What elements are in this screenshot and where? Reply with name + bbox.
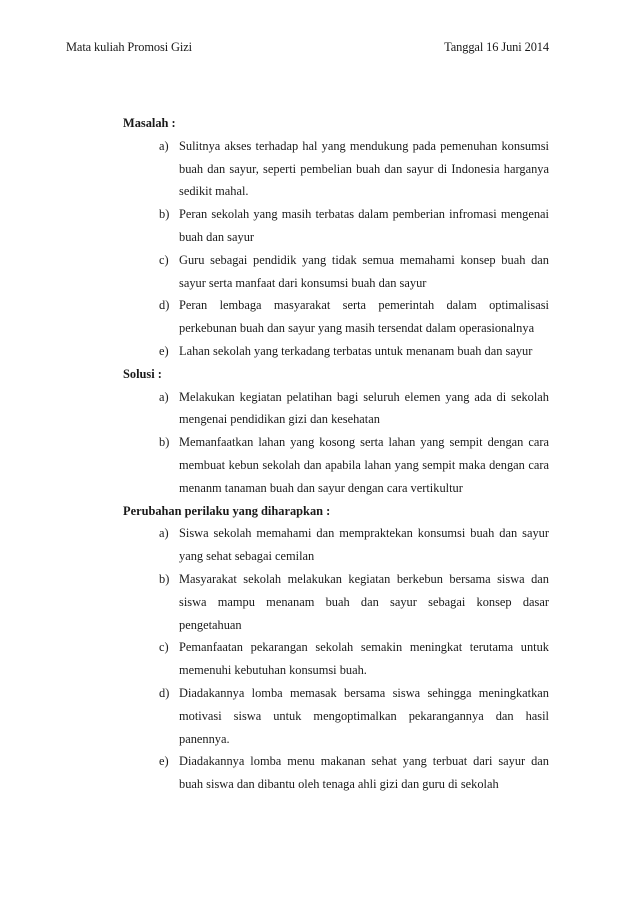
list-item [123,568,549,636]
item-marker: a) [159,389,169,404]
list-item [123,750,549,796]
list-item [123,522,549,568]
item-text: Memanfaatkan lahan yang kosong serta lahan yang sempit dengan cara membuat kebun sekolah dan apabila lahan yang sempit maka dengan cara menanm tanaman buah dan sayur dengan cara vertikultur [179,435,549,495]
item-text: Peran lembaga masyarakat serta pemerintah dalam optimalisasi perkebunan buah dan sayur yang masih tersendat dalam operasionalnya [179,298,549,336]
list-item [123,431,549,499]
header-date: Tanggal 16 Juni 2014 [444,40,549,54]
item-text: Lahan sekolah yang terkadang terbatas untuk menanam buah dan sayur [179,343,533,358]
section-solusi [123,363,549,500]
list-item [123,386,549,432]
section-title: Masalah : [123,116,176,130]
item-list [123,135,549,363]
item-text: Melakukan kegiatan pelatihan bagi seluruh elemen yang ada di sekolah mengenai pendidikan gizi dan kesehatan [179,389,549,427]
item-marker: d) [159,298,170,313]
item-marker: b) [159,207,170,222]
page-header [66,40,549,56]
item-text: Guru sebagai pendidik yang tidak semua memahami konsep buah dan sayur serta manfaat dari konsumsi buah dan sayur [179,252,549,290]
item-marker: e) [159,754,169,769]
document-body [123,112,549,796]
item-text: Sulitnya akses terhadap hal yang mendukung pada pemenuhan konsumsi buah dan sayur, seperti pembelian buah dan sayur di Indonesia harganya sedikit mahal. [179,138,549,199]
list-item [123,294,549,340]
section-masalah [123,112,549,363]
item-text: Pemanfaatan pekarangan sekolah semakin meningkat terutama untuk memenuhi kebutuhan konsumsi buah. [179,640,549,678]
item-text: Diadakannya lomba menu makanan sehat yang terbuat dari sayur dan buah siswa dan dibantu oleh tenaga ahli gizi dan guru di sekolah [179,754,549,792]
list-item [123,135,549,203]
list-item [123,682,549,750]
item-marker: b) [159,435,170,450]
list-item [123,203,549,249]
item-marker: d) [159,685,170,700]
list-item [123,340,549,363]
item-marker: e) [159,343,169,358]
item-text: Siswa sekolah memahami dan mempraktekan konsumsi buah dan sayur yang sehat sebagai cemilan [179,526,549,564]
item-marker: c) [159,640,169,655]
item-marker: a) [159,526,169,541]
item-marker: b) [159,571,170,586]
list-item [123,636,549,682]
header-course-title: Mata kuliah Promosi Gizi [66,40,192,54]
item-text: Masyarakat sekolah melakukan kegiatan berkebun bersama siswa dan siswa mampu menanam buah dan sayur sebagai konsep dasar pengetahuan [179,571,549,632]
item-text: Diadakannya lomba memasak bersama siswa sehingga meningkatkan motivasi siswa untuk mengoptimalkan pekarangannya dan hasil panennya. [179,685,549,746]
section-perubahan-perilaku [123,500,549,796]
item-text: Peran sekolah yang masih terbatas dalam pemberian infromasi mengenai buah dan sayur [179,207,549,244]
section-title: Solusi : [123,366,162,381]
section-title: Perubahan perilaku yang diharapkan : [123,503,331,518]
list-item [123,249,549,295]
item-list [123,386,549,500]
item-marker: c) [159,252,169,267]
item-list [123,522,549,796]
item-marker: a) [159,138,169,153]
